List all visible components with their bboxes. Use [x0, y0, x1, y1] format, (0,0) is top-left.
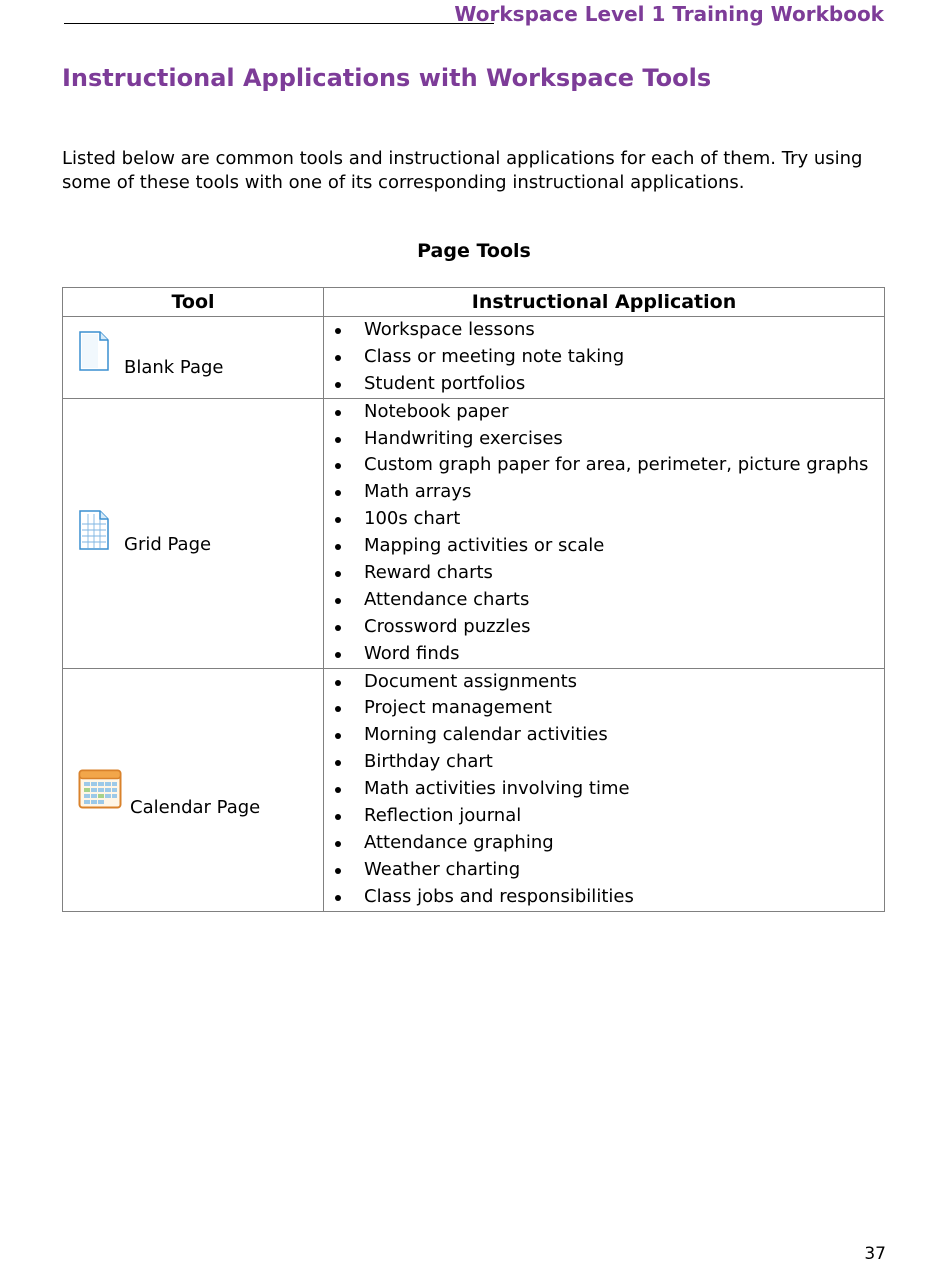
list-item: Morning calendar activities [324, 722, 884, 749]
list-item: 100s chart [324, 506, 884, 533]
list-item: Attendance charts [324, 587, 884, 614]
tool-label: Grid Page [124, 534, 212, 556]
column-header-tool: Tool [63, 288, 324, 317]
tool-cell-blank-page [63, 317, 324, 399]
page-tools-table [62, 287, 885, 912]
list-item: Crossword puzzles [324, 614, 884, 641]
list-item: Word finds [324, 641, 884, 668]
application-cell [324, 668, 885, 911]
list-item: Birthday chart [324, 749, 884, 776]
blank-page-icon [78, 331, 110, 371]
list-item: Notebook paper [324, 399, 884, 426]
list-item: Reward charts [324, 560, 884, 587]
list-item: Workspace lessons [324, 317, 884, 344]
table-row [63, 668, 885, 911]
list-item: Reflection journal [324, 803, 884, 830]
grid-page-icon [78, 510, 110, 550]
application-cell [324, 317, 885, 399]
header-rule [64, 23, 494, 24]
list-item: Project management [324, 695, 884, 722]
header-title: Workspace Level 1 Training Workbook [454, 2, 884, 26]
column-header-application: Instructional Application [324, 288, 885, 317]
list-item: Math activities involving time [324, 776, 884, 803]
intro-paragraph: Listed below are common tools and instructional applications for each of them. Try using some of these tools with one of its corresponding instructional applications. [62, 148, 863, 193]
page-title: Instructional Applications with Workspace Tools [62, 64, 712, 92]
table-row [63, 317, 885, 399]
list-item: Custom graph paper for area, perimeter, picture graphs [324, 452, 884, 479]
list-item: Attendance graphing [324, 830, 884, 857]
tool-label: Blank Page [124, 357, 224, 379]
list-item: Document assignments [324, 669, 884, 696]
list-item: Mapping activities or scale [324, 533, 884, 560]
application-cell [324, 398, 885, 668]
list-item: Math arrays [324, 479, 884, 506]
tool-cell-grid-page [63, 398, 324, 668]
tool-cell-calendar-page [63, 668, 324, 911]
list-item: Class jobs and responsibilities [324, 884, 884, 911]
list-item: Handwriting exercises [324, 426, 884, 453]
calendar-page-icon [78, 769, 122, 809]
table-row [63, 398, 885, 668]
list-item: Class or meeting note taking [324, 344, 884, 371]
page-number: 37 [864, 1244, 886, 1264]
list-item: Student portfolios [324, 371, 884, 398]
table-caption: Page Tools [417, 240, 531, 262]
list-item: Weather charting [324, 857, 884, 884]
table-header-row [63, 288, 885, 317]
tool-label: Calendar Page [130, 796, 261, 818]
